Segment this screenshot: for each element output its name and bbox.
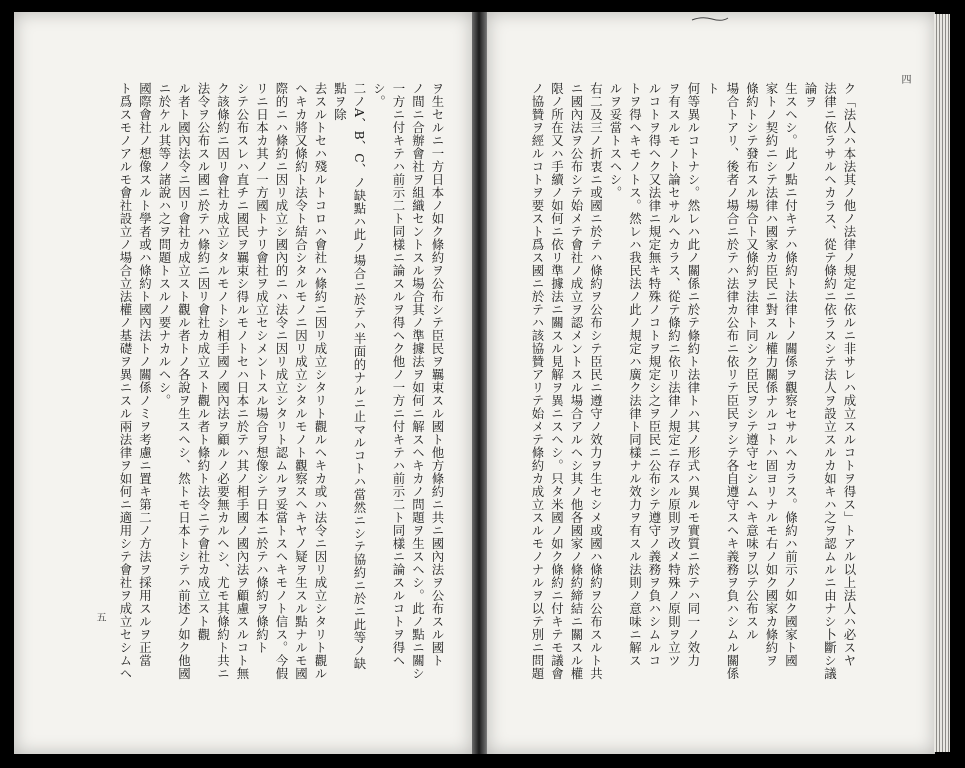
text-column: ノ協贊ヲ經ルコトヲ要スト爲ス國ニ於テハ該協贊アリテ始メテ條約カ成立スルモノナルヲ以テ別ニ問題: [530, 82, 545, 680]
text-column: 生スヘシ。此ノ點ニ付キテハ條約ト法律トノ關係ヲ觀察セサルヘカラス。條約ハ前示ノ如ク國家ト國: [783, 82, 799, 667]
left-page: [14, 12, 473, 754]
text-column: ニ於ケル其等ノ諸說ハ之ヲ問題トスルノ要ナカルヘシ。: [157, 82, 172, 407]
text-column: ルヲ妥當トスヘシ。: [608, 82, 623, 199]
text-column: 場合トアリ、後者ノ場合ニ於テハ法律カ公布ニ依リテ臣民ヲシテ各自遵守スヘキ義務ヲ負ハシムル關係ト: [705, 82, 740, 680]
book-gutter: [472, 12, 486, 754]
left-page-text: [118, 82, 447, 682]
right-page-text: [529, 82, 859, 682]
text-column: 去スルトセハ殘ルトコロハ會社ハ條約ニ因リ成立シタリト觀ルヘキカ或ハ法令ニ因リ成立シタリト觀ル: [313, 82, 328, 680]
text-column: 法律ニ依ラサルヘカラス、從テ條約ニ依ラスシテ法人ヲ設立スルカ如キハ之ヲ認ムルニ由ナシ卜斷シ議論ヲ: [803, 82, 838, 680]
page-edges: [934, 14, 950, 752]
text-column: 國際會社ノ想像スルト學者或ハ條約ト國內法トノ關係ノミヲ考慮ニ置キ第二ノ方法ヲ採用スルヲ正當: [137, 82, 153, 667]
text-column: ク該條約ニ因リ會社カ成立シタルモノトシ相手國ノ國內法ヲ顧ルノ必要無カルヘシ、尤モ其條約ト共ニ: [215, 82, 231, 680]
text-column: ルコトヲ得ヘク又法律ニ規定無キ特殊ノコトヲ規定シ之ヲ臣民ニ公布シテ遵守ノ義務ヲ負ハシムルコ: [647, 82, 662, 667]
text-column: ク「法人ハ本法其ノ他ノ法律ノ規定ニ依ルニ非サレハ成立スルコトヲ得ス」トアル以上法人ハ必スヤ: [842, 82, 857, 667]
text-column: ヲ生セルニ一方日本ノ如ク條約ヲ公布シテ臣民ヲ羈束スル國ト他方條約ニ共ニ國內法ヲ公布スル國ト: [430, 82, 445, 667]
text-column: 際的ニハ條約ニ因リ成立シ國內的ニハ法令ニ因リ成立シタリト認ムルヲ妥當トスヘキモノト信ス。今假: [274, 82, 289, 680]
text-column: 二ノA、B、C、ノ缺點ハ此ノ場合ニ於テハ半面的ナルニ止マルコトハ當然ニシテ協約ニ於ニ此等ノ缺點ヲ除: [332, 82, 367, 671]
text-column: ヘキカ將又條約ト法令ト結合シタルモノニ因リ成立シタルモノト觀察スヘキヤノ疑ヲ生スル點ナルモ國: [293, 82, 309, 680]
text-column: ト爲スモノアルモ會社設立ノ場合立法權ノ基礎ヲ異ニスル兩法律ヲ如何ニ適用シテ會社ヲ成立セシムヘ: [118, 82, 133, 680]
text-column: 何等異ルコトナシ。然レハ此ノ關係ニ於テ條約ト法律トハ其ノ形式ハ異ルモ實質ニ於テハ同一ノ效力: [686, 82, 701, 667]
text-column: 一方ニ付キテハ前示二ト同樣ニ論スルヲ得ヘク他ノ一方ニ付キテハ前示二ト同樣ニ論スルコトヲ得ヘシ。: [371, 82, 406, 667]
text-column: トヲ得ヘキモノトス。然レハ我民法ノ此ノ規定ハ廣ク法律ト同樣ナル效力ヲ有スル法則ノ意味ニ解ス: [627, 82, 643, 667]
text-column: リニ日本カ其ノ一方國トナリ會社ヲ成立セシメントスル場合ヲ想像シテ日本ニ於テハ條約ヲ條約ト: [254, 82, 270, 654]
text-column: 法令ヲ公布スル國ニ於テハ條約ニ因リ會社カ成立スト觀ル者ト條約ト法令ニテ會社カ成立スト觀: [196, 82, 211, 641]
text-column: 家トノ契約ニシテ法律ハ國家カ臣民ニ對スル權力關係ナルコトハ固ヨリナルモ右ノ如ク國家カ條約ヲ: [764, 82, 779, 667]
text-column: ニ國內法ヲ公布シテ始メテ會社ノ成立ヲ認メントスル場合アルヘシ其ノ他各國家ノ條約締結ニ關スル權: [569, 82, 584, 680]
page-number: 五: [94, 612, 105, 622]
page-number: 四: [899, 74, 910, 84]
text-column: ノ間ニ合辦會社ヲ組織セントスル場合其ノ準據法ヲ如何ニ解スヘキカノ問題ヲ生スヘシ。此ノ點ニ關シ: [410, 82, 426, 680]
text-column: ヲ有スルモノト論セサルヘカラス、從テ條約ニ依リ法律ノ規定ニ存スル原則ヲ改メ特殊ノ原則ヲ立ツ: [666, 82, 682, 667]
pencil-mark: [690, 15, 730, 23]
text-column: シテ公布スレハ直チニ國民ヲ羈束シ得ルモノトセハ日本ニ於テハ其ノ相手國ノ國內法ヲ顧慮スルコト無: [235, 82, 250, 680]
text-column: 條約トシテ發布スル場合ト又條約ヲ法律ト同シク臣民ヲシテ遵守セシムヘキ意味ヲ以テ公布スル: [744, 82, 760, 641]
text-column: 右二及三ノ折衷ニ或國ニ於テハ條約ヲ公布シテ臣民ニ遵守ノ效力ヲ生セシメ或國ハ條約ヲ公布スルト共: [588, 82, 604, 680]
right-page: [486, 12, 935, 754]
text-column: ル者ト國內法令ニ因リ會社カ成立スト觀ル者トノ各說ヲ生スヘシ、然トモ日本トシテハ前述ノ如ク他國: [176, 82, 192, 680]
text-column: 限ノ所在又ハ手續ノ如何ニ依リ準據法ニ關スル見解ヲ異ニスヘシ。只タ米國ノ如ク條約ニ付キテモ議會: [549, 82, 565, 680]
